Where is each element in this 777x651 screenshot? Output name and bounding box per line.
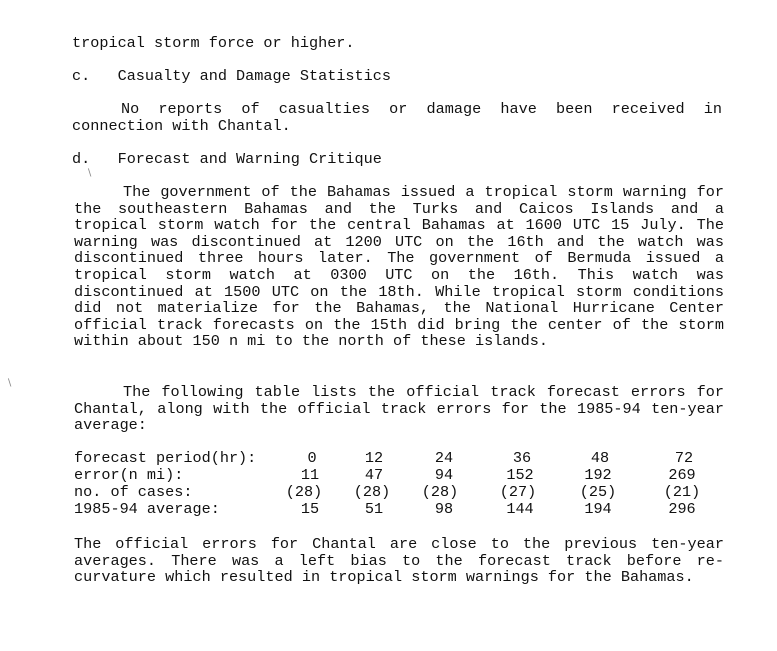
table-intro-paragraph: The following table lists the official track forecast errors for Chantal, along with the official track errors for the 1985-94 ten-year average: <box>74 383 724 435</box>
table-cell: 98 <box>434 500 454 518</box>
table-row <box>74 450 714 467</box>
section-c-heading <box>72 68 391 85</box>
table-cell: (21) <box>663 483 701 501</box>
continued-line: tropical storm force or higher. <box>72 34 355 52</box>
section-d-letter: d. <box>72 150 91 168</box>
table-cell: 48 <box>590 449 610 467</box>
table-cell: (27) <box>499 483 537 501</box>
table-cell: 94 <box>434 466 454 484</box>
table-cell: (28) <box>285 483 323 501</box>
section-d-title: Forecast and Warning Critique <box>117 150 382 168</box>
table-cell: 144 <box>506 500 534 518</box>
table-cell: 24 <box>434 449 454 467</box>
table-cell: 194 <box>584 500 612 518</box>
table-cell: 152 <box>506 466 534 484</box>
row-label: forecast period(hr): <box>74 449 257 467</box>
section-c-letter: c. <box>72 67 91 85</box>
row-label: 1985-94 average: <box>74 500 220 518</box>
table-cell: 15 <box>300 500 320 518</box>
scan-speck-mark: ∖ <box>6 378 13 389</box>
table-cell: (28) <box>421 483 459 501</box>
table-cell: 11 <box>300 466 320 484</box>
table-cell: (25) <box>579 483 617 501</box>
table-cell: 72 <box>674 449 694 467</box>
row-label: error(n mi): <box>74 466 184 484</box>
table-row <box>74 501 714 518</box>
table-row <box>74 467 714 484</box>
summary-paragraph: The official errors for Chantal are close to the previous ten-year averages. There was a left bias to the forecast track before re-curvature which resulted in tropical storm warnings for the Bahamas. <box>74 535 724 587</box>
table-cell: 36 <box>512 449 532 467</box>
table-cell: 192 <box>584 466 612 484</box>
table-cell: 12 <box>364 449 384 467</box>
table-cell: 269 <box>668 466 696 484</box>
scan-speck-mark: ∖ <box>86 168 93 179</box>
table-row <box>74 484 714 501</box>
forecast-error-table <box>74 450 714 518</box>
row-label: no. of cases: <box>74 483 193 501</box>
table-cell: 0 <box>307 449 317 467</box>
warning-critique-paragraph: The government of the Bahamas issued a tropical storm warning for the southeastern Bahamas and the Turks and Caicos Islands and a tropical storm watch for the central Bahamas at 1600 UTC 15 July. The warning was discontinued at 1200 UTC on the 16th and the watch was discontinued three hours later. The government of Bermuda issued a tropical storm watch at 0300 UTC on the 16th. This watch was discontinued at 1500 UTC on the 18th. While tropical storm conditions did not materialize for the Bahamas, the National Hurricane Center official track forecasts on the 15th did bring the center of the storm within about 150 n mi to the north of these islands. <box>74 183 724 351</box>
table-cell: 51 <box>364 500 384 518</box>
table-cell: 47 <box>364 466 384 484</box>
table-cell: (28) <box>353 483 391 501</box>
section-d-heading <box>72 151 382 168</box>
section-c-title: Casualty and Damage Statistics <box>117 67 391 85</box>
table-cell: 296 <box>668 500 696 518</box>
casualty-paragraph: No reports of casualties or damage have been received in connection with Chantal. <box>72 100 722 135</box>
